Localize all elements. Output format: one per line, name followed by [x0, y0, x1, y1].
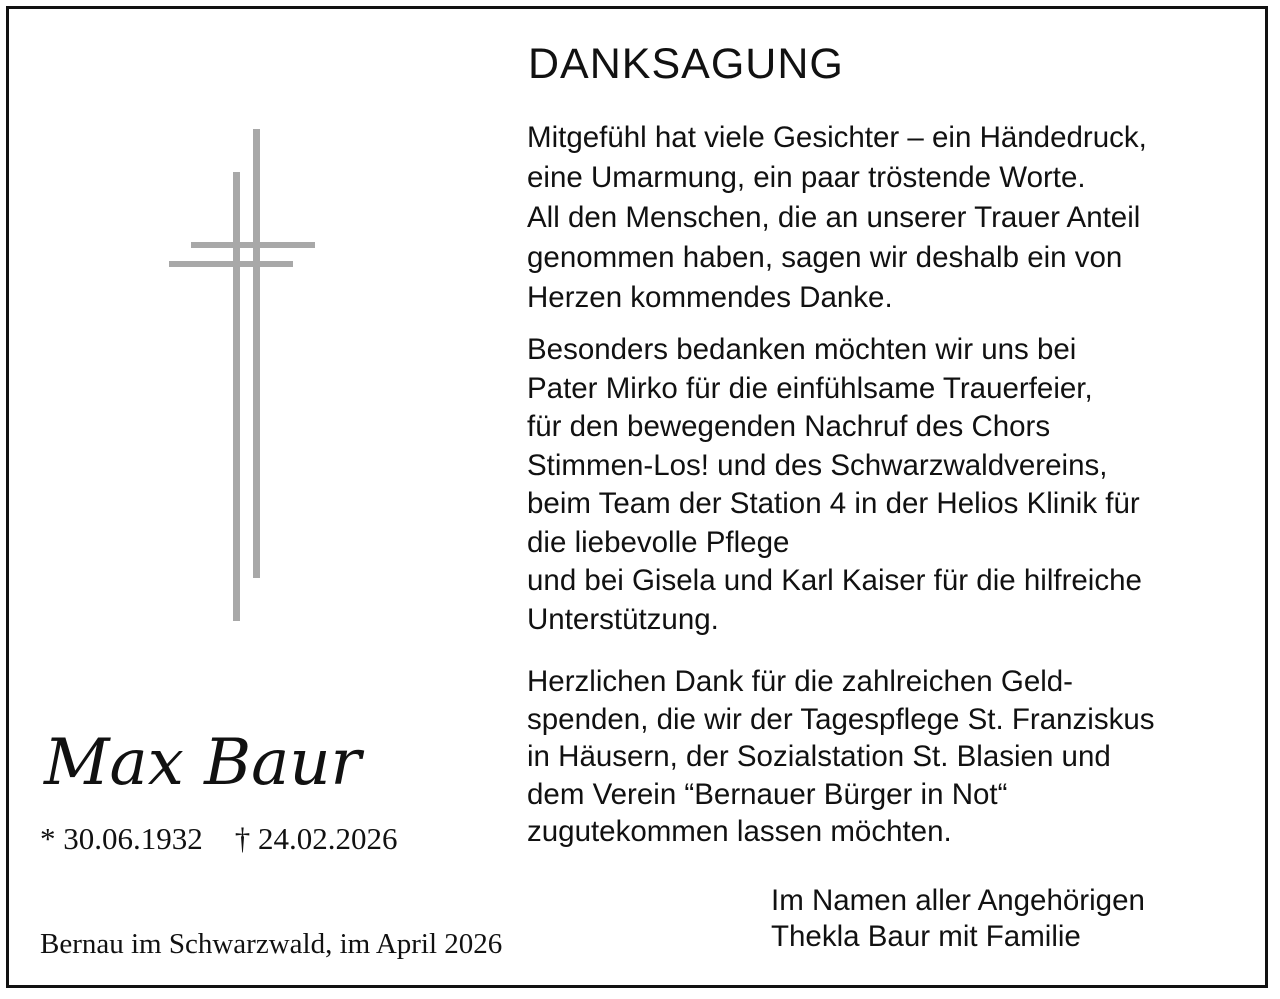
text-line: dem Verein “Bernauer Bürger in Not“ — [527, 777, 1008, 811]
notice-title: DANKSAGUNG — [528, 40, 844, 88]
thanks-paragraph-1 — [527, 118, 1147, 318]
text-line: Herzen kommendes Danke. — [527, 281, 893, 314]
text-line: Besonders bedanken möchten wir uns bei — [527, 333, 1077, 366]
signature-line: Thekla Baur mit Familie — [771, 920, 1081, 953]
text-line: beim Team der Station 4 in der Helios Klinik für — [527, 487, 1140, 520]
signature-line: Im Namen aller Angehörigen — [771, 884, 1145, 917]
birth-date: * 30.06.1932 — [40, 821, 203, 856]
life-dates — [40, 821, 398, 857]
text-line: Mitgefühl hat viele Gesichter – ein Händedruck, — [527, 121, 1147, 154]
text-line: eine Umarmung, ein paar tröstende Worte. — [527, 161, 1086, 194]
cross-back-horizontal — [191, 242, 315, 248]
thanks-paragraph-3 — [527, 663, 1155, 851]
text-line: genommen haben, sagen wir deshalb ein von — [527, 241, 1123, 274]
text-line: die liebevolle Pflege — [527, 525, 790, 559]
cross-back-vertical — [253, 129, 260, 578]
text-line: zugutekommen lassen möchten. — [527, 815, 952, 848]
cross-front-horizontal — [169, 261, 293, 267]
place-and-date: Bernau im Schwarzwald, im April 2026 — [40, 928, 503, 960]
text-line: spenden, die wir der Tagespflege St. Franziskus — [527, 702, 1155, 736]
text-line: und bei Gisela und Karl Kaiser für die hilfreiche — [527, 564, 1142, 597]
text-line: Pater Mirko für die einfühlsame Trauerfeier, — [527, 371, 1093, 405]
text-line: Herzlichen Dank für die zahlreichen Geld- — [527, 665, 1074, 698]
deceased-name: Max Baur — [44, 726, 362, 800]
text-line: Stimmen-Los! und des Schwarzwaldvereins, — [527, 448, 1108, 482]
cross-front-vertical — [233, 172, 240, 621]
text-line: in Häusern, der Sozialstation St. Blasien und — [527, 740, 1111, 773]
text-line: für den bewegenden Nachruf des Chors — [527, 410, 1051, 443]
text-line: Unterstützung. — [527, 602, 719, 636]
signature-block — [771, 883, 1145, 955]
thanks-paragraph-2 — [527, 331, 1142, 639]
text-line: All den Menschen, die an unserer Trauer Anteil — [527, 201, 1141, 234]
death-date: † 24.02.2026 — [234, 821, 398, 856]
